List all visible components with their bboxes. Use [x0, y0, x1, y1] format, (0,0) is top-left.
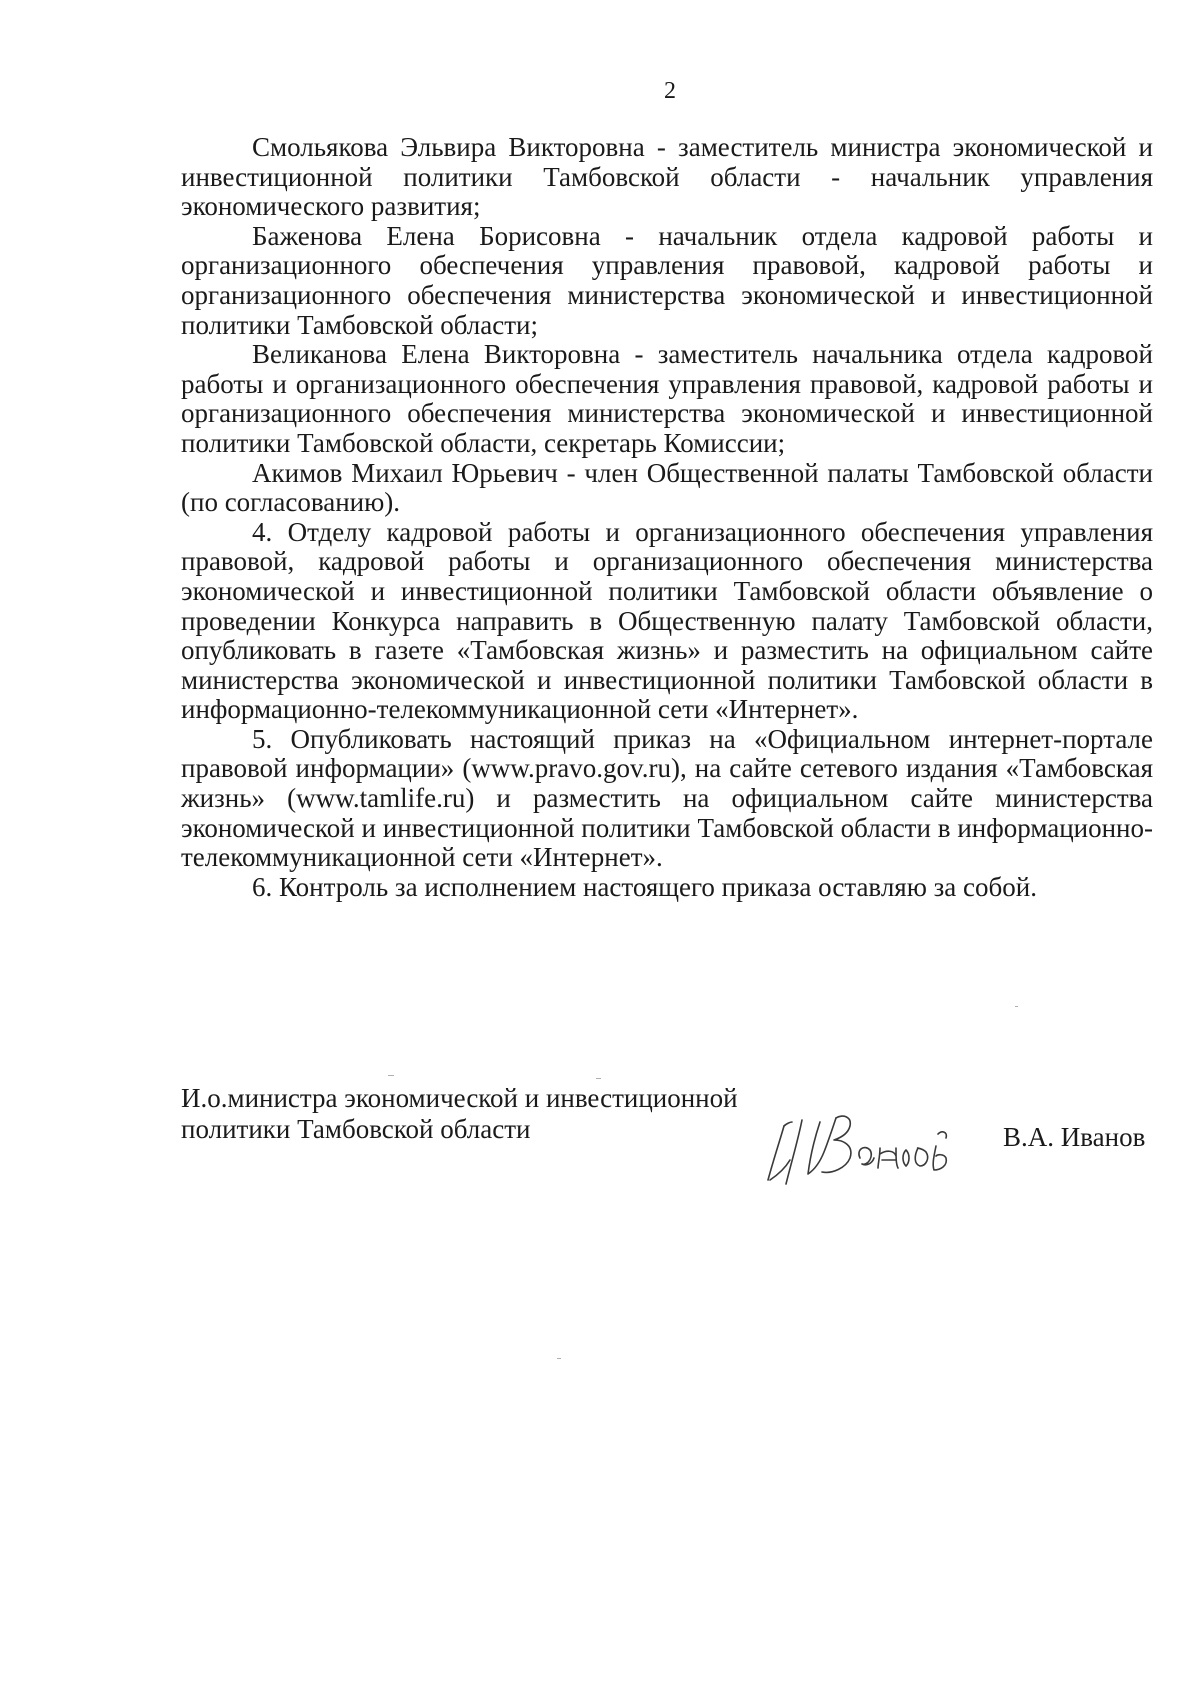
signer-title-line-1: И.о.министра экономической и инвестиционной	[181, 1083, 738, 1113]
signer-title-line-2: политики Тамбовской области	[181, 1114, 531, 1144]
signer-name: В.А. Иванов	[1003, 1122, 1146, 1152]
signer-title	[181, 1083, 738, 1145]
paragraph-smolyakova: Смольякова Эльвира Викторовна - заместитель министра экономической и инвестиционной политики Тамбовской области - начальник управления экономического развития;	[181, 132, 1153, 222]
document-body	[181, 133, 1153, 902]
paragraph-item-6: 6. Контроль за исполнением настоящего приказа оставляю за собой.	[252, 871, 1037, 902]
handwritten-signature	[762, 1100, 982, 1190]
paragraph-akimov: Акимов Михаил Юрьевич - член Общественной палаты Тамбовской области (по согласованию).	[181, 457, 1153, 518]
scan-speck	[1015, 1006, 1018, 1007]
page-number: 2	[664, 78, 676, 104]
paragraph-item-4: 4. Отделу кадровой работы и организационного обеспечения управления правовой, кадровой работы и организационного обеспечения министерства экономической и инвестиционной политики Тамбовской области объявление о проведении Конкурса направить в Общественную палату Тамбовской области, опубликовать в газете «Тамбовская жизнь» и разместить на официальном сайте министерства экономической и инвестиционной политики Тамбовской области в информационно-телекоммуникационной сети «Интернет».	[181, 516, 1153, 725]
scan-speck	[557, 1358, 561, 1359]
paragraph-item-5: 5. Опубликовать настоящий приказ на «Официальном интернет-портале правовой информации» (www.pravo.gov.ru), на сайте сетевого издания «Тамбовская жизнь» (www.tamlife.ru) и разместить на официальном сайте министерства экономической и инвестиционной политики Тамбовской области в информационно-телекоммуникационной сети «Интернет».	[181, 723, 1153, 873]
scan-speck	[596, 1078, 601, 1079]
scan-speck	[388, 1075, 394, 1076]
paragraph-bazhenova: Баженова Елена Борисовна - начальник отдела кадровой работы и организационного обеспечения управления правовой, кадровой работы и организационного обеспечения министерства экономической и инвестиционной политики Тамбовской области;	[181, 220, 1153, 340]
paragraph-velikanova: Великанова Елена Викторовна - заместитель начальника отдела кадровой работы и организационного обеспечения управления правовой, кадровой работы и организационного обеспечения министерства экономической и инвестиционной политики Тамбовской области, секретарь Комиссии;	[181, 339, 1153, 458]
